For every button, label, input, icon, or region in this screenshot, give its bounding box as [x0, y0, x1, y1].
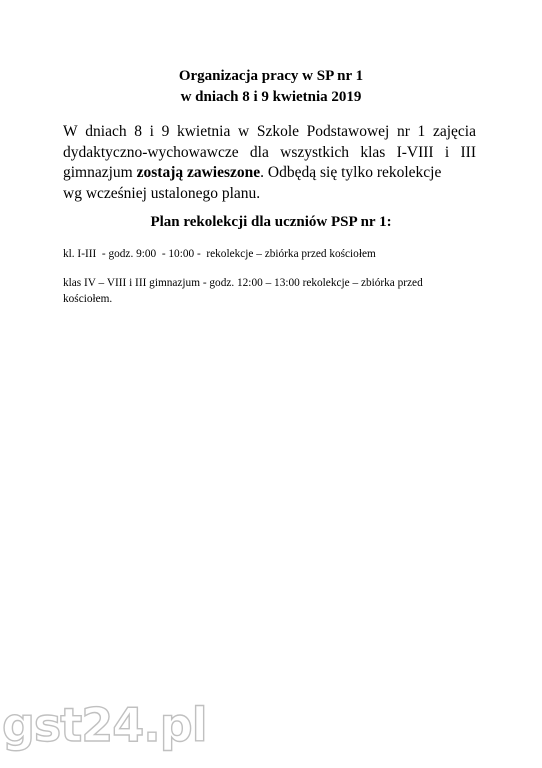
intro-line-4: wg wcześniej ustalonego planu. [63, 184, 261, 202]
watermark-logo: gst24.pl [2, 698, 207, 752]
intro-line-3: gimnazjum zostają zawieszone. Odbędą się tylko rekolekcje [63, 164, 442, 181]
plan-heading: Plan rekolekcji dla uczniów PSP nr 1: [150, 214, 392, 230]
document-title-line-1: Organizacja pracy w SP nr 1 [178, 68, 364, 84]
schedule-item-1: kl. I-III - godz. 9:00 - 10:00 - rekolekcje – zbiórka przed kościołem [63, 248, 376, 260]
intro-paragraph [63, 122, 476, 204]
suspended-emphasis: zostają zawieszone [136, 164, 261, 181]
document-title-line-2: w dniach 8 i 9 kwietnia 2019 [180, 89, 362, 105]
schedule-item-2-line-2: kościołem. [63, 293, 113, 305]
schedule-item-2-line-1: klas IV – VIII i III gimnazjum - godz. 12:00 – 13:00 rekolekcje – zbiórka przed [63, 277, 423, 289]
intro-line-1: W dniach 8 i 9 kwietnia w Szkole Podstawowej nr 1 zajęcia [63, 123, 476, 140]
intro-line-2: dydaktyczno-wychowawcze dla wszystkich klas I-VIII i III [63, 143, 476, 161]
